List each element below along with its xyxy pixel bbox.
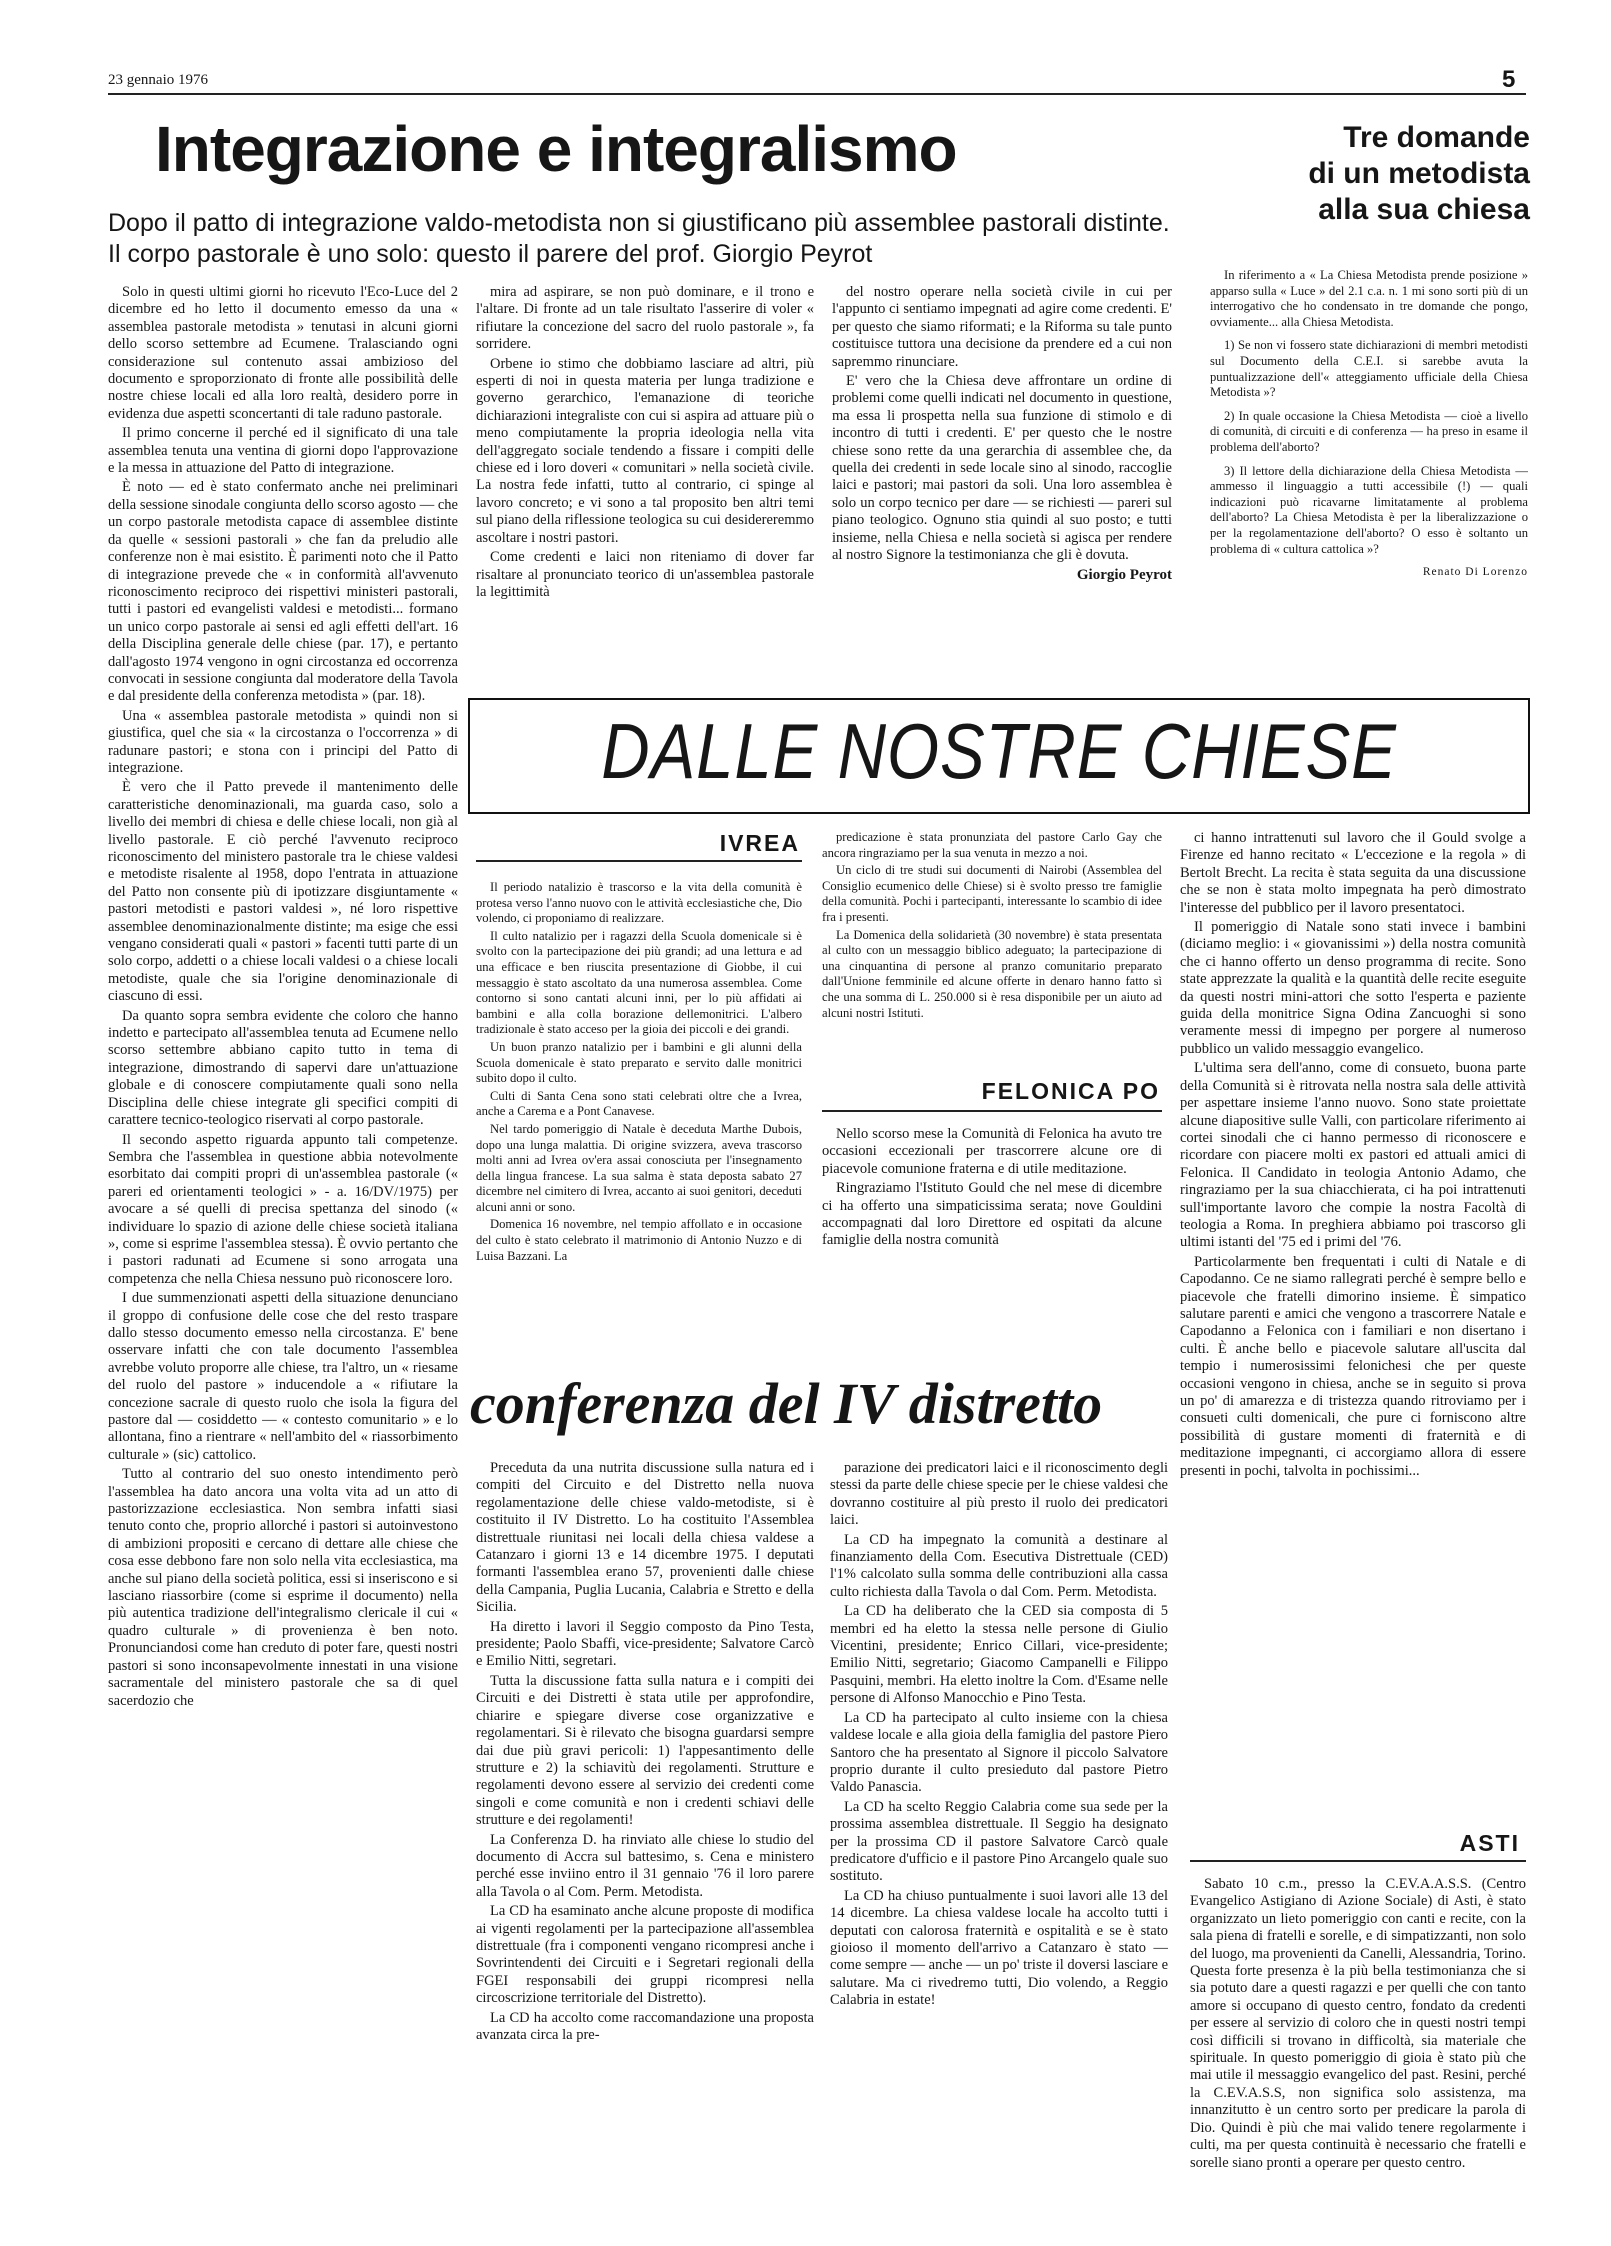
paragraph: Un buon pranzo natalizio per i bambini e gli alunni della Scuola domenicale è stato preparato e servito dalle monitrici subito dopo il culto. — [476, 1039, 802, 1086]
paragraph: Tutta la discussione fatta sulla natura e i compiti dei Circuiti e dei Distretti è stata utile per approfondire, chiarire e spiegare diverse cose organizzative e regolamentari. Si è rilevato che bisogna guardarsi sempre dai due più gravi pericoli: 1) l'appesantimento delle strutture e 2) la schiavitù dei regolamenti. Strutture e regolamenti devono essere al servizio dei credenti come singoli e come comunità e non i credenti schiavi delle strutture e dei regolamenti! — [476, 1672, 814, 1829]
conferenza-title: conferenza del IV distretto — [470, 1371, 1103, 1436]
article-title: Integrazione e integralismo — [155, 113, 957, 185]
paragraph: Sabato 10 c.m., presso la C.EV.A.A.S.S. (Centro Evangelico Astigiano di Azione Sociale) di Asti, è stato organizzato un lieto pomeriggio con canti e recite, con la sala piena di fratelli e sorelle, e di simpatizzanti, non solo del luogo, ma provenienti da Canelli, Alessandria, Torino. Questa forte presenza è la più bella testimonianza che si sia potuto dare a questi ragazzi e per quelli che con tanto amore si occupano di questo centro, fondato da credenti per essere al servizio di coloro che in questi nostri tempi così difficili si trovano in difficoltà, sia materiale che spirituale. In questo pomeriggio di gioia è stato più che mai utile il messaggio evangelico del past. Resini, perché la C.EV.A.S.S, non significa solo assistenza, ma innanzitutto è un centro sorto per predicare la parola di Dio. Quindi è più che mai valido tenere regolarmente i culti, ma per questa continuità è necessario che fratelli e sorelle siano pronti a operare per questo centro. — [1190, 1876, 1526, 2171]
paragraph: Una « assemblea pastorale metodista » quindi non si giustifica, quel che sia « la circostanza o l'occorrenza » di radunare pastori; e stona con i principi del Patto di integrazione. — [108, 707, 458, 776]
paragraph: Da quanto sopra sembra evidente che coloro che hanno indetto e partecipato all'assemblea tenuta ad Ecumene nello scorso settembre abbiano capito tutto in tema di integrazione, dimostrando di sapervi dare un'attuazione globale e di conoscere compiutamente quali sono nella Disciplina delle chiese integrate gli specifici compiti di carattere tecnico-teologico riservati al corpo pastorale. — [108, 1007, 458, 1129]
side-article-author: Renato Di Lorenzo — [1422, 566, 1528, 579]
paragraph: È vero che il Patto prevede il mantenimento delle caratteristiche denominazionali, ma guarda caso, solo a livello dei membri di chiesa e delle chiese locali, non già al livello pastorale. E ciò perché l'avvenuto reciproco riconoscimento del ministero pastorale tra le chiese valdesi e metodiste risalente al 1958, dopo l'entrata in attuazione del Patto non consente più di ipotizzare disgiuntamente « pastori metodisti e pastori valdesi », né loro rispettive assemblee denominazionalmente distinte; ma esige che essi vengano considerati quali « pastori » facenti tutti parte di un solo corpo, addetti o a chiese locali valdesi o a chiese locali metodiste, quale che sia l'origine denominazionale di ciascuno di essi. — [108, 779, 458, 1005]
paragraph: Ringraziamo l'Istituto Gould che nel mese di dicembre ci ha offerto una simpaticissima serata; nove Gouldini accompagnati dal loro Direttore ed ospitati da alcune famiglie della nostra comunità — [822, 1180, 1162, 1249]
paragraph: Preceduta da una nutrita discussione sulla natura ed i compiti del Circuito e del Distretto nella nuova regolamentazione delle chiese valdo-metodiste, si è costituito il IV Distretto. Lo ha costituito l'Assemblea distrettuale riunitasi nei locali della chiesa valdese a Catanzaro i giorni 13 e 14 dicembre 1975. I deputati formanti l'assemblea erano 57, provenienti dalle chiese della Campania, Puglia Lucania, Calabria e Stretto e della Sicilia. — [476, 1460, 814, 1616]
paragraph: La CD ha impegnato la comunità a destinare al finanziamento della Com. Esecutiva Distrettuale (CED) l'1% calcolato sulla somma delle contribuzioni alla cassa culto richiesta dalla Tavola o dal Com. Perm. Metodista. — [830, 1531, 1168, 1600]
paragraph: La CD ha scelto Reggio Calabria come sua sede per la prossima assemblea distrettuale. Il Seggio ha designato per la prossima CD il pastore Salvatore Carcò quale predicatore d'ufficio e il pastore Pino Arcangelo quale suo sostituto. — [830, 1798, 1168, 1885]
paragraph: predicazione è stata pronunziata del pastore Carlo Gay che ancora ringraziamo per la sua venuta in mezzo a noi. — [822, 830, 1162, 860]
paragraph: Particolarmente ben frequentati i culti di Natale e di Capodanno. Ce ne siamo rallegrati perché è sempre bello e piacevole che fratelli dimorino insieme. È simpatico salutare parenti e amici che vengono a trascorrere Natale e Capodanno a Felonica con i familiari e non disertano i culti. È anche bello e piacevole salutare all'uscita dal tempio i numerosissimi felonichesi che per queste occasioni vengono in chiesa, anche se in seguito si prova un po' di amarezza e di tristezza quando ritroviamo per i consueti culti domenicali, che pure ci forniscono altre possibilità di gustare momenti di fraternità e di meditazione impegnanti, ci accorgiamo allora di essere presenti in pochi, talvolta in pochissimi... — [1180, 1253, 1526, 1479]
article-author: Giorgio Peyrot — [1076, 566, 1172, 583]
paragraph: ci hanno intrattenuti sul lavoro che il Gould svolge a Firenze ed hanno recitato « L'eccezione e la regola » di Bertolt Brecht. La recita è stata seguita da una discussione che se non è stata molto impegnata ha però dimostrato l'interesse del pubblico per il lavoro presentatoci. — [1180, 830, 1526, 916]
paragraph: Il secondo aspetto riguarda appunto tali competenze. Sembra che l'assemblea in questione abbia notevolmente esorbitato dai compiti propri di un'assemblea pastorale (« pareri ed orientamenti teologici » - a. 16/DV/1975) per avocare a sé quelli di precisa spettanza del sinodo (« individuare lo spazio di azione delle chiese società italiana », come si esprime l'assemblea stessa). È ovvio pertanto che i pastori radunati ad Ecumene si sono arrogata una competenza che nella Chiesa nessuno può riconoscere loro. — [108, 1131, 458, 1287]
paragraph: E' vero che la Chiesa deve affrontare un ordine di problemi come quelli indicati nel documento in questione, ma essa li prospetta nella sua funzione di stimolo e di incontro di tutti i credenti. E' per questo che le nostre chiese sono rette da una gerarchia di assemblee che, da quella dei credenti in sede locale sino al sinodo, raccoglie laici e pastori; mai pastori da soli. Una loro assemblea è solo un corpo tecnico per dare — se richiesti — pareri sul piano teologico. Ognuno stia quindi al suo posto; e tutti insieme, nella Chiesa e nella società si agisca per rendere al nostro Signore la testimonianza che gli è dovuta. — [832, 373, 1172, 564]
paragraph: Un ciclo di tre studi sui documenti di Nairobi (Assemblea del Consiglio ecumenico delle Chiese) si è svolto presso tre famiglie della comunità. Pochi i partecipanti, interessante lo scambio di idee fra i presenti. — [822, 863, 1162, 924]
paragraph: Nel tardo pomeriggio di Natale è deceduta Marthe Dubois, dopo una lunga malattia. Di origine svizzera, aveva trascorso molti anni ad Ivrea ov'era assai conosciuta per l'insegnamento della lingua francese. La sua salma è stata deposta sabato 27 dicembre nel cimitero di Ivrea, accanto ai suoi genitori, deceduti alcuni anni or sono. — [476, 1121, 802, 1214]
paragraph: I due summenzionati aspetti della situazione denunciano il groppo di confusione delle cose che del resto traspare dallo stesso documento emesso nella circostanza. E' bene osservare infatti che con tale documento l'assemblea avrebbe voluto proporre alle chiese, tra l'altro, un « riesame del ruolo del pastore » inducendole a « rifiutare la concezione sacrale di questo ruolo che isola la figura del pastore dal — cosiddetto — « contesto comunitario » e lo allontana, fino a rientrare « nell'ambito del « riassorbimento culturale » (sic) cattolico. — [108, 1290, 458, 1463]
paragraph: La Conferenza D. ha rinviato alle chiese lo studio del documento di Accra sul battesimo, s. Cena e ministero perché esse inviino entro il 31 gennaio '76 il loro parere alla Tavola o al Com. Perm. Metodista. — [476, 1831, 814, 1900]
paragraph: 1) Se non vi fossero state dichiarazioni di membri metodisti sul Documento della C.E.I. si sarebbe avuta la puntualizzazione dell'« atteggiamento ufficiale della Chiesa Metodista »? — [1210, 338, 1528, 400]
ivrea-rule — [476, 860, 802, 862]
paragraph: Il culto natalizio per i ragazzi della Scuola domenicale si è svolto con la partecipazione dei più grandi; ad una lettura e ad una efficace e ben riuscita presentazione di Giobbe, il cui messaggio è stato ascoltato da una numerosa assemblea. Come contorno si sono cantati alcuni inni, per lo più affidati ai bambini e alla colla borazione dellemonitrici. L'albero tradizionale è stato acceso per la gioia dei piccoli e dei grandi. — [476, 928, 802, 1037]
asti-body — [1190, 1876, 1526, 2226]
paragraph: 2) In quale occasione la Chiesa Metodista — cioè a livello di comunità, di circuiti e di conferenza — ha preso in esame il problema dell'aborto? — [1210, 408, 1528, 454]
article-column-1 — [108, 284, 458, 2224]
paragraph: La CD ha chiuso puntualmente i suoi lavori alle 13 del 14 dicembre. La chiesa valdese locale ha accolto tutti i deputati con calorosa fraternità e ospitalità e se è stato gioioso il momento dell'arrivo a Catanzaro è stato — come sempre — anche — un po' triste il doversi lasciare e salutare. Ma ci rivedremo tutti, Dio volendo, a Reggio Calabria in estate! — [830, 1887, 1168, 2009]
article-subtitle: Dopo il patto di integrazione valdo-metodista non si giustificano più assemblee pastorali distinte. Il corpo pastorale è uno solo: questo il parere del prof. Giorgio Peyrot — [108, 209, 1170, 268]
paragraph: La CD ha accolto come raccomandazione una proposta avanzata circa la pre- — [476, 2009, 814, 2043]
side-title-line: alla sua chiesa — [1318, 193, 1530, 226]
paragraph: Domenica 16 novembre, nel tempio affollato e in occasione del culto è stato celebrato il matrimonio di Antonio Nuzzo e di Luisa Bazzani. La — [476, 1217, 802, 1263]
conferenza-column-1 — [476, 1460, 814, 2226]
paragraph: mira ad aspirare, se non può dominare, e il trono e l'altare. Di fronte ad un tale risultato l'asserire di voler « rifiutare la concezione del sacro del ruolo pastorale », fa sorridere. — [476, 284, 814, 353]
felonica-column-2 — [1180, 830, 1526, 1810]
felonica-rule — [822, 1110, 1162, 1112]
side-title-line: di un metodista — [1308, 157, 1530, 190]
paragraph: La CD ha partecipato al culto insieme con la chiesa valdese locale e alla gioia della famiglia del pastore Piero Santoro che ha presentato al Signore il piccolo Salvatore proprio durante il culto presieduto dal pastore Pietro Valdo Panascia. — [830, 1709, 1168, 1796]
paragraph: È noto — ed è stato confermato anche nei preliminari della sessione sinodale congiunta dello scorso agosto — che un corpo pastorale metodista capace di assemblee distinte da quelle « sessioni pastorali » che fan da preludio alle conferenze non è mai esistito. È parimenti noto che il Patto di integrazione prevede che « in conformità all'avvenuto riconoscimento reciproco dei rispettivi ministeri pastorali, tutti i pastori ed evangelisti valdesi e metodisti... formano un unico corpo pastorale ai sensi ed agli effetti dell'art. 16 della Disciplina generale delle chiese (par. 17), e pertanto dall'agosto 1974 vengono in ogni circostanza ed occorrenza convocati in sessione congiunta dal moderatore della Tavola e dal presidente della conferenza metodista » (par. 18). — [108, 479, 458, 705]
asti-rule — [1190, 1860, 1526, 1862]
paragraph: La Domenica della solidarietà (30 novembre) è stata presentata al culto con un messaggio biblico adeguato; la partecipazione di una cinquantina di persone al pranzo comunitario preparato dall'Unione femminile ed alcune offerte in denaro hanno fatto sì che una somma di L. 250.000 si è resa disponibile per un aiuto ad alcuni nostri Istituti. — [822, 927, 1162, 1020]
paragraph: L'ultima sera dell'anno, come di consueto, buona parte della Comunità si è ritrovata nella nostra sala delle attività per aspettare insieme l'anno nuovo. Sono state proiettate alcune diapositive sulle Valli, con particolare riferimento ai cortei sinodali che ci hanno permesso di riconoscere e ricordare con piacere molti ex pastori ed attuali amici di Felonica. Il Candidato in teologia Antonio Adamo, che ringraziamo per la sua chiacchierata, ci ha poi intrattenuti sull'importante lavoro che compie la nostra Facoltà di teologia a Roma. In preghiera abbiamo poi trascorso gli ultimi istanti del '75 ed i primi del '76. — [1180, 1060, 1526, 1251]
article-column-2 — [476, 284, 814, 684]
page-date: 23 gennaio 1976 — [108, 72, 208, 88]
page-number: 5 — [1502, 66, 1516, 93]
side-article-title — [1235, 120, 1530, 228]
side-article-body — [1210, 268, 1528, 688]
paragraph: Ha diretto i lavori il Seggio composto da Pino Testa, presidente; Paolo Sbaffi, vice-presidente; Salvatore Carcò e Emilio Nitti, segretari. — [476, 1618, 814, 1670]
paragraph: Il periodo natalizio è trascorso e la vita della comunità è protesa verso l'anno nuovo con le attività ecclesiastiche che, Dio volendo, ci proponiamo di realizzare. — [476, 880, 802, 926]
header-rule — [108, 93, 1526, 95]
paragraph: Orbene io stimo che dobbiamo lasciare ad altri, più esperti di noi in questa materia per lunga tradizione e governo gerarchico, l'emanazione di teoriche dichiarazioni integraliste con cui si aspira ad attuare più o meno compiutamente la propria ideologia nella vita dell'aggregato sociale tendendo a fissare i compiti delle chiese ed i loro doveri « comunitari » nella società civile. La nostra fede infatti, tutto al contrario, ci spinge al lavoro concreto; e vi sono a tal proposito ben altri temi sul piano della riflessione teologica su cui desidereremmo ascoltare i nostri pastori. — [476, 355, 814, 546]
felonica-heading: FELONICA PO — [981, 1078, 1160, 1104]
section-banner — [468, 698, 1530, 814]
paragraph: parazione dei predicatori laici e il riconoscimento degli stessi da parte delle chiese specie per le chiese valdesi che dovranno costituire al più presto il ruolo dei predicatori laici. — [830, 1460, 1168, 1529]
paragraph: Solo in questi ultimi giorni ho ricevuto l'Eco-Luce del 2 dicembre ed ho letto il documento emesso da una « assemblea pastorale metodista » tenutasi in alcuni giorni dello scorso settembre ad Ecumene. Tralasciando ogni considerazione sul contenuto assai ambizioso del documento e sproporzionato di fronte alle possibilità delle nostre chiese locali ed alla loro realtà, desidero porre in evidenza due aspetti sconcertanti di tale raduno pastorale. — [108, 284, 458, 422]
paragraph: Culti di Santa Cena sono stati celebrati oltre che a Ivrea, anche a Carema e a Pont Canavese. — [476, 1088, 802, 1119]
ivrea-heading: IVREA — [719, 830, 800, 856]
article-column-3 — [832, 284, 1172, 684]
paragraph: Il pomeriggio di Natale sono stati invece i bambini (diciamo meglio: i « giovanissimi ») della nostra comunità che ci hanno offerto un denso programma di recite. Sono state apprezzate la qualità e la quantità delle recite eseguite da questi nostri mini-attori che sotto l'esperta e paziente guida della monitrice Signa Odina Zancuoghi si sono veramente messi di impegno per porgere al numeroso pubblico un valido messaggio evangelico. — [1180, 919, 1526, 1057]
paragraph: In riferimento a « La Chiesa Metodista prende posizione » apparso sulla « Luce » del 2.1 c.a. n. 1 mi sono sorti più di un interrogativo che ho condensato in tre domande che pongo, ovviamente... alla Chiesa Metodista. — [1210, 268, 1528, 329]
asti-heading: ASTI — [1459, 1830, 1520, 1856]
paragraph: Il primo concerne il perché ed il significato di una tale assemblea tenuta una ventina di giorni dopo l'approvazione e la messa in attuazione del Patto di integrazione. — [108, 425, 458, 477]
ivrea-column-2 — [822, 830, 1162, 1050]
paragraph: 3) Il lettore della dichiarazione della Chiesa Metodista — ammesso il linguaggio a tutti accessibile (!) — quali indicazioni può ricavarne limitatamente al problema dell'aborto? La Chiesa Metodista è per la liberalizzazione o per la regolamentazione dell'aborto? O esso è soltanto un problema di « cultura cattolica »? — [1210, 463, 1528, 556]
paragraph: Nello scorso mese la Comunità di Felonica ha avuto tre occasioni eccezionali per trascorrere alcune ore di piacevole comunione fraterna e di utile meditazione. — [822, 1126, 1162, 1177]
paragraph: Tutto al contrario del suo onesto intendimento però l'assemblea ha dato ancora una volta vita ad un atto di pastorizzazione ecclesiastica. Non sembra infatti siasi tenuto conto che, proprio allorché i pastori si autoinvestono di ambizioni propositi e cercano di dettare alle chiese che cosa esse debbono fare non solo nella vita ecclesiastica, ma anche sul piano della società politica, essi si inseriscono e si lasciano riassorbire (come si esprime il documento) nella più autentica tradizione dell'integralismo clericale il cui « quadro culturale » di provenienza è ben noto. Pronunciandosi come han creduto di poter fare, questi nostri pastori si sono inconsapevolmente innestati in una visione sacramentale del ministero pastorale che sa di quel sacerdozio che — [108, 1466, 458, 1709]
side-title-line: Tre domande — [1343, 121, 1530, 154]
paragraph: La CD ha deliberato che la CED sia composta di 5 membri ed ha eletto la stessa nelle persone di Giulio Vicentini, presidente; Enrico Cillari, vice-presidente; Emilio Nitti, segretario; Giacomo Campanelli e Filippo Pasquini, membri. Ha eletto inoltre la Com. d'Esame nelle persone di Alfonso Manocchio e Pino Testa. — [830, 1603, 1168, 1707]
paragraph: del nostro operare nella società civile in cui per l'appunto ci sentiamo impegnati ad agire come credenti. E' per questo che siamo riformati; e la Riforma su tale punto costituisce tuttora una decisione da prendere ed a cui non sapremmo rinunciare. — [832, 284, 1172, 370]
ivrea-column-1 — [476, 880, 802, 1350]
felonica-column-1 — [822, 1126, 1162, 1351]
conferenza-column-2 — [830, 1460, 1168, 2226]
banner-title: DALLE NOSTRE CHIESE — [601, 707, 1397, 795]
paragraph: Come credenti e laici non riteniamo di dover far risaltare al pronunciato teorico di un'assemblea pastorale la legittimità — [476, 549, 814, 600]
paragraph: La CD ha esaminato anche alcune proposte di modifica ai vigenti regolamenti per la partecipazione all'assemblea distrettuale (fra i componenti vengano ricompresi anche i Sovrintendenti dei Circuiti e i Segretari regionali della FGEI responsabili dei gruppi ricompresi nella circoscrizione territoriale del Distretto). — [476, 1903, 814, 2007]
